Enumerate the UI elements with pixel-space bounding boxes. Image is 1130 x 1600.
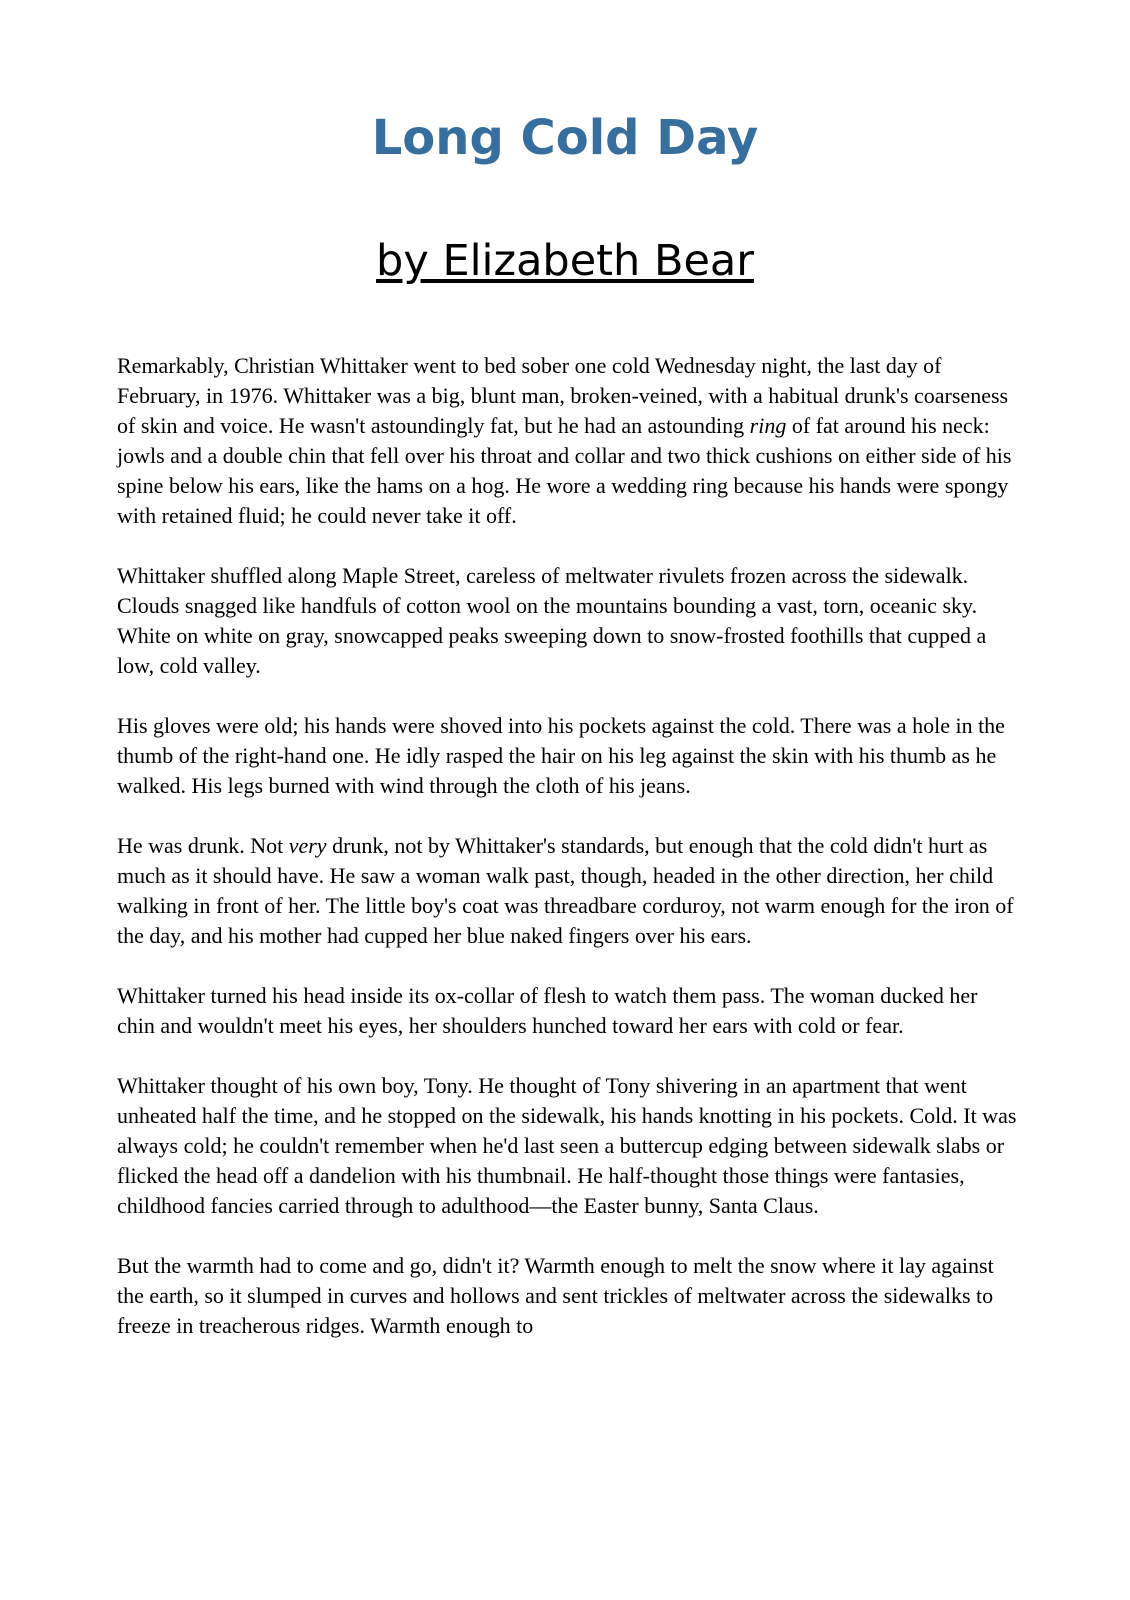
story-paragraph: Whittaker turned his head inside its ox-collar of flesh to watch them pass. The woman ducked her chin and wouldn't meet his eyes, her shoulders hunched toward her ears with cold or fear. (117, 983, 978, 1038)
story-paragraph: Remarkably, Christian Whittaker went to bed sober one cold Wednesday night, the last day of February, in 1976. Whittaker was a big, blunt man, broken-veined, with a habitual drunk's coarseness of skin and voice. He wasn't astoundingly fat, but he had an astounding ring of fat around his neck: jowls and a double chin that fell over his throat and collar and two thick cushions on either side of his spine below his ears, like the hams on a hog. He wore a wedding ring because his hands were spongy with retained fluid; he could never take it off. (117, 353, 1012, 528)
story-body (117, 351, 1017, 1341)
story-paragraph: His gloves were old; his hands were shoved into his pockets against the cold. There was a hole in the thumb of the right-hand one. He idly rasped the hair on his leg against the skin with his thumb as he walked. His legs burned with wind through the cloth of his jeans. (117, 713, 1005, 798)
story-paragraph: But the warmth had to come and go, didn't it? Warmth enough to melt the snow where it lay against the earth, so it slumped in curves and hollows and sent trickles of meltwater across the sidewalks to freeze in treacherous ridges. Warmth enough to (117, 1253, 994, 1338)
story-title: Long Cold Day (371, 110, 759, 166)
story-paragraph: Whittaker shuffled along Maple Street, careless of meltwater rivulets frozen across the sidewalk. Clouds snagged like handfuls of cotton wool on the mountains bounding a vast, torn, oceanic sky. White on white on gray, snowcapped peaks sweeping down to snow-frosted foothills that cupped a low, cold valley. (117, 563, 987, 678)
story-byline: by Elizabeth Bear (376, 236, 754, 286)
story-paragraph: Whittaker thought of his own boy, Tony. He thought of Tony shivering in an apartment that went unheated half the time, and he stopped on the sidewalk, his hands knotting in his pockets. Cold. It was always cold; he couldn't remember when he'd last seen a buttercup edging between sidewalk slabs or flicked the head off a dandelion with his thumbnail. He half-thought those things were fantasies, childhood fancies carried through to adulthood—the Easter bunny, Santa Claus. (117, 1073, 1017, 1218)
story-paragraph: He was drunk. Not very drunk, not by Whittaker's standards, but enough that the cold didn't hurt as much as it should have. He saw a woman walk past, though, headed in the other direction, her child walking in front of her. The little boy's coat was threadbare corduroy, not warm enough for the iron of the day, and his mother had cupped her blue naked fingers over his ears. (117, 833, 1014, 948)
